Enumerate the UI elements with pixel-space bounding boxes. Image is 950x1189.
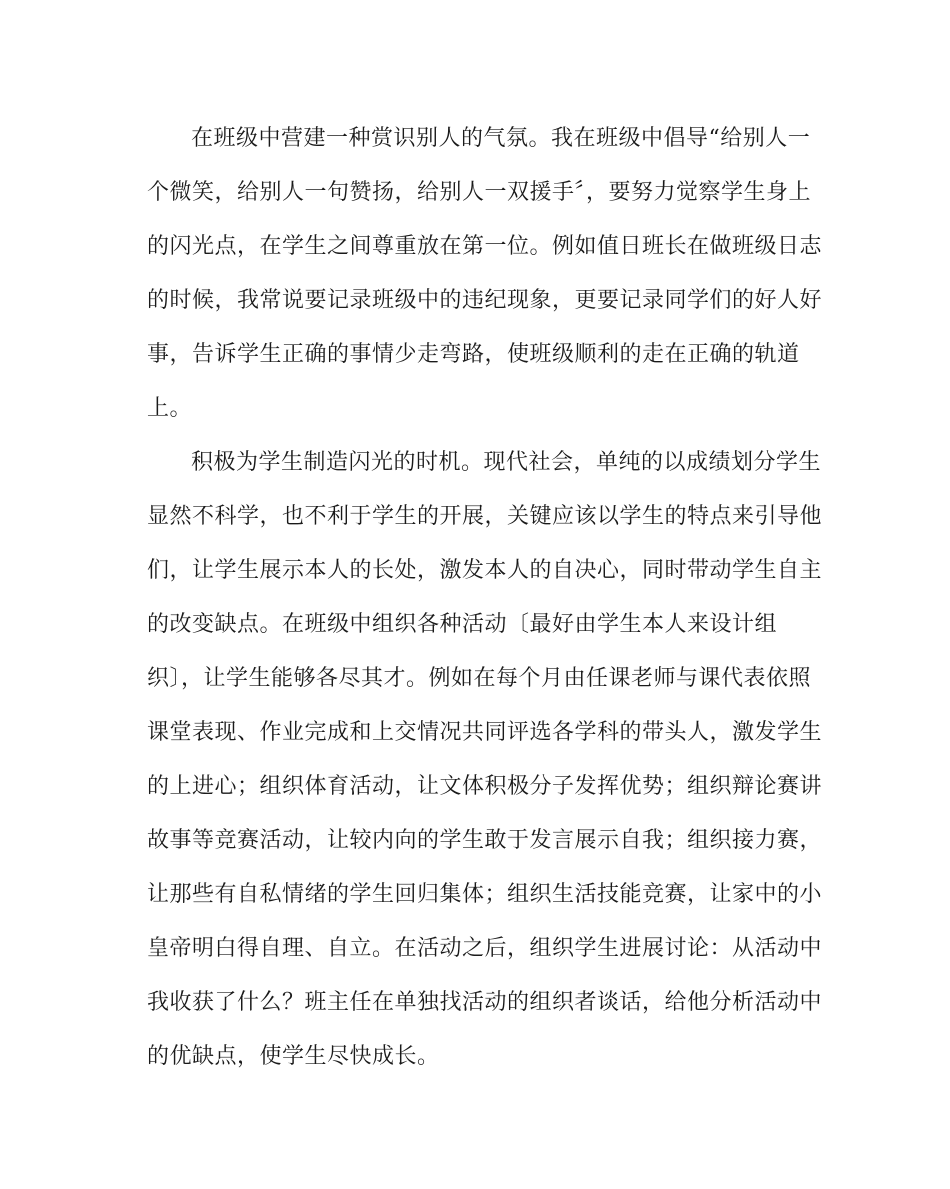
paragraph-2-line-10: 皇帝明白得自理、自立。在活动之后，组织学生进展讨论：从活动中 xyxy=(147,936,823,961)
paragraph-2-line-1: 积极为学生制造闪光的时机。现代社会，单纯的以成绩划分学生 xyxy=(191,450,822,475)
paragraph-1-line-1: 在班级中营建一种赏识别人的气氛。我在班级中倡导“给别人一 xyxy=(191,126,811,151)
paragraph-2-line-8: 故事等竞赛活动，让较内向的学生敢于发言展示自我；组织接力赛， xyxy=(147,828,823,853)
paragraph-2-line-12: 的优缺点，使学生尽快成长。 xyxy=(147,1044,440,1069)
paragraph-2-line-5: 织〕，让学生能够各尽其才。例如在每个月由任课老师与课代表依照 xyxy=(147,666,812,691)
paragraph-1-line-4: 的时候，我常说要记录班级中的违纪现象，更要记录同学们的好人好 xyxy=(147,288,823,313)
paragraph-2-line-7: 的上进心；组织体育活动，让文体积极分子发挥优势；组织辩论赛讲 xyxy=(147,774,823,799)
paragraph-2-line-3: 们，让学生展示本人的长处，激发本人的自决心，同时带动学生自主 xyxy=(147,558,823,583)
paragraph-1-line-2: 个微笑，给别人一句赞扬，给别人一双援手〞，要努力觉察学生身上 xyxy=(147,180,812,205)
paragraph-2-line-2: 显然不科学，也不利于学生的开展，关键应该以学生的特点来引导他 xyxy=(147,504,823,529)
paragraph-2-line-4: 的改变缺点。在班级中组织各种活动〔最好由学生本人来设计组 xyxy=(147,612,778,637)
paragraph-1-line-6: 上。 xyxy=(147,396,193,421)
paragraph-2-line-11: 我收获了什么？班主任在单独找活动的组织者谈话，给他分析活动中 xyxy=(147,990,823,1015)
paragraph-2-line-9: 让那些有自私情绪的学生回归集体；组织生活技能竞赛，让家中的小 xyxy=(147,882,823,907)
paragraph-1-line-5: 事，告诉学生正确的事情少走弯路，使班级顺利的走在正确的轨道 xyxy=(147,342,800,367)
paragraph-2-line-6: 课堂表现、作业完成和上交情况共同评选各学科的带头人，激发学生 xyxy=(147,720,823,745)
paragraph-1-line-3: 的闪光点，在学生之间尊重放在第一位。例如值日班长在做班级日志 xyxy=(147,234,823,259)
